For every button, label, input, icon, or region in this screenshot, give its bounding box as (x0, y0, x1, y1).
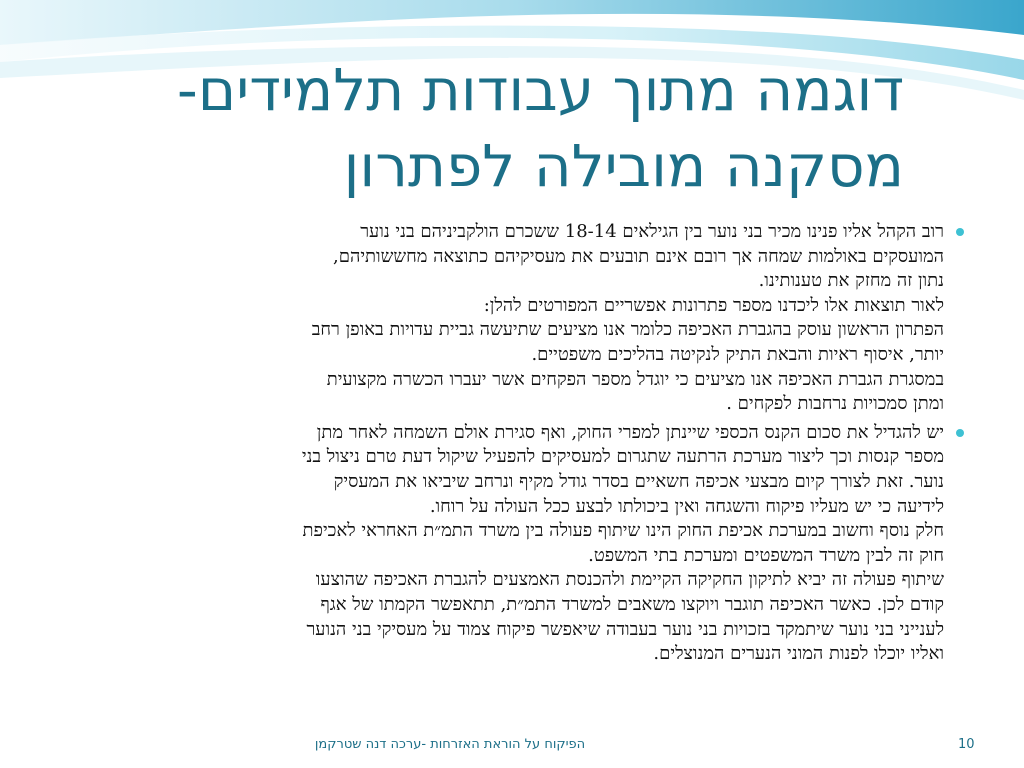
slide-title-line-2: מסקנה מובילה לפתרון (343, 132, 904, 200)
bullet-line: לאור תוצאות אלו ליכדנו מספר פתרונות אפשריים המפורטים להלן: (483, 294, 944, 316)
bullet-line: שיתוף פעולה זה יביא לתיקון החקיקה הקיימת ולהכנסת האמצעים להגברת האכיפה שהוצעו (315, 569, 944, 591)
bullet-dot-icon (956, 228, 964, 236)
bullet-line: נוער. זאת לצורך קיום מבצעי אכיפה חשאיים בסדר גודל מקיף ונרחב שיביאו את המעסיק (333, 470, 944, 492)
bullet-dot-icon (956, 429, 964, 437)
bullet-line: חלק נוסף וחשוב במערכת אכיפת החוק הינו שיתוף פעולה בין משרד התמ״ת האחראי לאכיפת (302, 520, 944, 542)
bullet-line: המועסקים באולמות שמחה אך רובם אינם תובעים את מעסיקיהם כתוצאה מחששותיהם, (333, 245, 944, 267)
bullet-line: לענייני בני נוער שיתמקד בזכויות בני נוער בעבודה שיאפשר פיקוח צמוד על מעסיקי בני הנוער (306, 618, 944, 640)
bullet-line: רוב הקהל אליו פנינו מכיר בני נוער בין הגילאים 18-14 ששכרם הולקביניהם בני נוער (360, 221, 944, 242)
bullet-line: יותר, איסוף ראיות והבאת התיק לנקיטה בהליכים משפטיים. (531, 343, 944, 365)
bullet-line: קודם לכן. כאשר האכיפה תוגבר ויוקצו משאבים למשרד התמ״ת, תתאפשר הקמתו של אגף (320, 593, 944, 615)
bullet-item (70, 421, 944, 667)
bullet-line: חוק זה לבין משרד המשפטים ומערכת בתי המשפט. (588, 544, 944, 566)
footer-text: הפיקוח על הוראת האזרחות -ערכה דנה שטרקמן (314, 737, 586, 752)
page-number: 10 (958, 737, 975, 752)
slide-title (40, 52, 904, 204)
slide-body (70, 220, 944, 671)
bullet-item (70, 220, 944, 417)
bullet-line: מספר קנסות וכך ליצור מערכת הרתעה שתגרום למעסיקים להפעיל שיקול דעת טרם ניצול בני (301, 446, 944, 468)
bullet-line: ומתן סמכויות נרחבות לפקחים . (726, 393, 944, 415)
slide-title-line-1: דוגמה מתוך עבודות תלמידים- (176, 56, 904, 124)
bullet-line: ואליו יוכלו לפנות המוני הנערים המנוצלים. (653, 643, 944, 665)
bullet-line: נתון זה מחזק את טענותינו. (758, 270, 944, 292)
bullet-line: במסגרת הגברת האכיפה אנו מציעים כי יוגדל מספר הפקחים אשר יעברו הכשרה מקצועית (326, 368, 944, 390)
bullet-line: יש להגדיל את סכום הקנס הכספי שיינתן למפרי החוק, ואף סגירת אולם השמחה לאחר מתן (316, 421, 944, 443)
bullet-line: הפתרון הראשון עוסק בהגברת האכיפה כלומר אנו מציעים שתיעשה גביית עדויות באופן רחב (311, 319, 944, 341)
bullet-line: לידיעה כי יש מעליו פיקוח והשגחה ואין ביכולתו לבצע ככל העולה על רוחו. (429, 495, 944, 517)
